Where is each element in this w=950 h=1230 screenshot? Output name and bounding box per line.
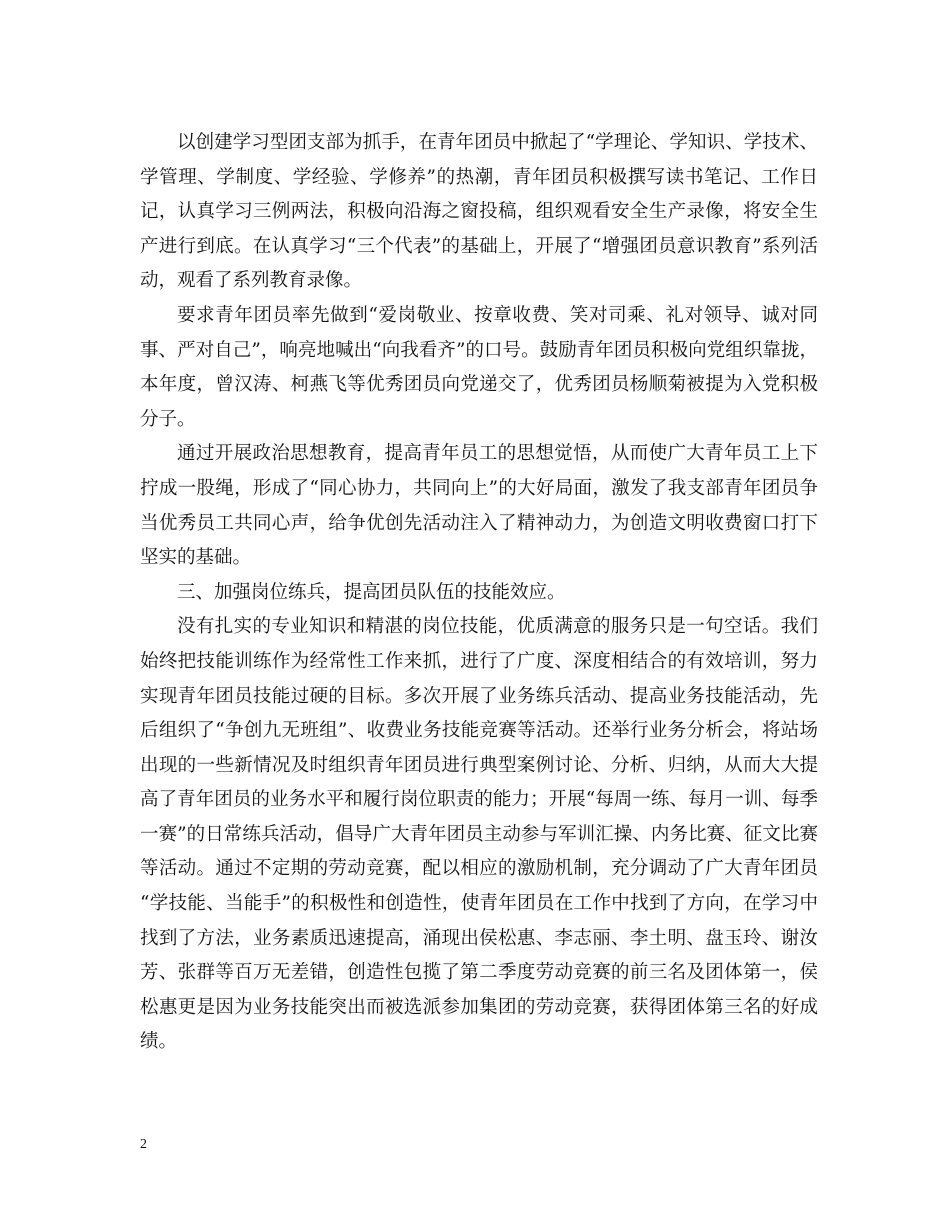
page-number: 2 (140, 1137, 147, 1152)
paragraph-political-education: 通过开展政治思想教育，提高青年员工的思想觉悟，从而使广大青年员工上下拧成一股绳，形成了“同心协力，共同向上”的大好局面，激发了我支部青年团员争当优秀员工共同心声，给争优创先活动注入了精神动力，为创造文明收费窗口打下坚实的基础。 (140, 443, 818, 569)
paragraph-requirements: 要求青年团员率先做到“爱岗敬业、按章收费、笑对司乘、礼对领导、诚对同事、严对自己”，响亮地喊出“向我看齐”的口号。鼓励青年团员积极向党组织靠拢，本年度，曾汉涛、柯燕飞等优秀团员向党递交了，优秀团员杨顺菊被提为入党积极分子。 (140, 304, 818, 430)
paragraph-skill-training: 没有扎实的专业知识和精湛的岗位技能，优质满意的服务只是一句空话。我们始终把技能训练作为经常性工作来抓，进行了广度、深度相结合的有效培训，努力实现青年团员技能过硬的目标。多次开展了业务练兵活动、提高业务技能活动，先后组织了“争创九无班组”、收费业务技能竞赛等活动。还举行业务分析会，将站场出现的一些新情况及时组织青年团员进行典型案例讨论、分析、归纳，从而大大提高了青年团员的业务水平和履行岗位职责的能力；开展“每周一练、每月一训、每季一赛”的日常练兵活动，倡导广大青年团员主动参与军训汇操、内务比赛、征文比赛等活动。通过不定期的劳动竞赛，配以相应的激励机制，充分调动了广大青年团员 “学技能、当能手”的积极性和创造性，使青年团员在工作中找到了方向，在学习中找到了方法，业务素质迅速提高，涌现出侯松惠、李志丽、李土明、盘玉玲、谢汝芳、张群等百万无差错，创造性包揽了第二季度劳动竞赛的前三名及团体第一，侯松惠更是因为业务技能突出而被选派参加集团的劳动竞赛，获得团体第三名的好成绩。 (140, 616, 818, 1053)
document-body (140, 126, 818, 1060)
paragraph-study-group: 以创建学习型团支部为抓手，在青年团员中掀起了“学理论、学知识、学技术、学管理、学制度、学经验、学修养”的热潮，青年团员积极撰写读书笔记、工作日记，认真学习三例两法，积极向沿海之窗投稿，组织观看安全生产录像，将安全生产进行到底。在认真学习“三个代表”的基础上，开展了“增强团员意识教育”系列活动，观看了系列教育录像。 (140, 132, 818, 292)
section-heading-skills: 三、加强岗位练兵，提高团员队伍的技能效应。 (177, 581, 566, 603)
